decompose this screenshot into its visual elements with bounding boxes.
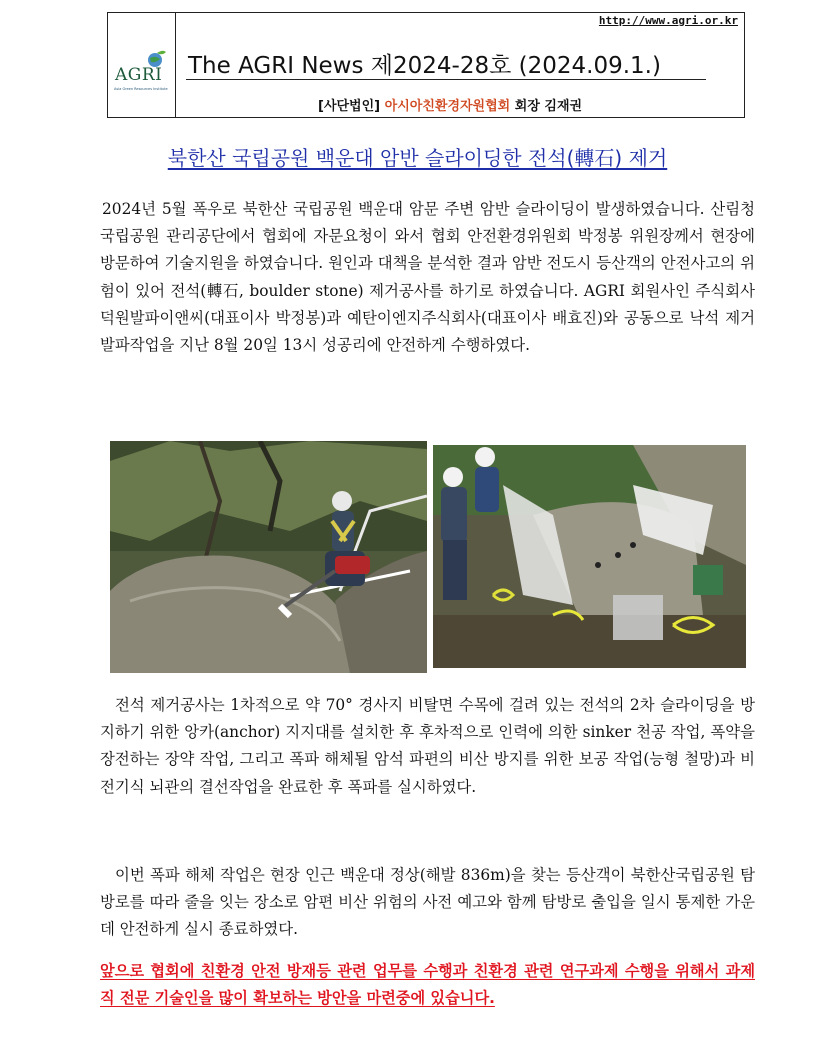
newsletter-header (107, 12, 745, 118)
org-president: 회장 김재권 (514, 99, 583, 114)
logo-text: AGRI (115, 65, 163, 85)
article-paragraph-3: 이번 폭파 해체 작업은 현장 인근 백운대 정상(해발 836m)을 찾는 등산객이 북한산국립공원 탐방로를 따라 줄을 잇는 장소로 암편 비산 위험의 사전 예고와 함께 탐방로 출입을 일시 통제한 가운데 안전하게 실시 종료하였다. (100, 866, 755, 939)
org-prefix: [사단법인] (318, 99, 381, 114)
org-name: 아시아친환경자원협회 (384, 99, 511, 114)
logo-tagline: Asia Green Resources Institute (114, 87, 168, 91)
newsletter-title: The AGRI News 제2024-28호 (2024.09.1.) (188, 53, 661, 79)
website-link[interactable]: http://www.agri.or.kr (598, 14, 738, 27)
title-divider (186, 79, 706, 80)
article-headline: 북한산 국립공원 백운대 암반 슬라이딩한 전석(轉石) 제거 (167, 146, 668, 170)
agri-logo (108, 13, 176, 117)
notice-paragraph: 앞으로 협회에 친환경 안전 방재등 관련 업무를 수행과 친환경 관련 연구과제 수행을 위해서 과제직 전문 기술인을 많이 확보하는 방안을 마련중에 있습니다. (100, 962, 755, 1008)
article-paragraph-2: 전석 제거공사는 1차적으로 약 70° 경사지 비탈면 수목에 걸려 있는 전석의 2차 슬라이딩을 방지하기 위한 앙카(anchor) 지지대를 설치한 후 후차적으로 인력에 의한 sinker 천공 작업, 폭약을 장전하는 장약 작업, 그리고 폭파 해체될 암석 파편의 비산 방지를 위한 보공 작업(능형 철망)과 비전기식 뇌관의 결선작업을 완료한 후 폭파를 실시하였다. (100, 696, 755, 796)
photo-worker-drilling-boulder (110, 441, 427, 673)
publisher-line (318, 95, 582, 114)
photo-workers-installing-netting (433, 445, 746, 668)
article-paragraph-1: 2024년 5월 폭우로 북한산 국립공원 백운대 암문 주변 암반 슬라이딩이 발생하였습니다. 산림청 국립공원 관리공단에서 협회에 자문요청이 와서 협회 안전환경위원회 박정봉 위원장께서 현장에 방문하여 기술지원을 하였습니다. 원인과 대책을 분석한 결과 암반 전도시 등산객의 안전사고의 위험이 있어 전석(轉石, boulder stone) 제거공사를 하기로 하였습니다. AGRI 회원사인 주식회사 덕원발파이앤씨(대표이사 박정봉)과 예탄이엔지주식회사(대표이사 배효진)와 공동으로 낙석 제거 발파작업을 지난 8월 20일 13시 성공리에 안전하게 수행하였다. (100, 200, 755, 355)
